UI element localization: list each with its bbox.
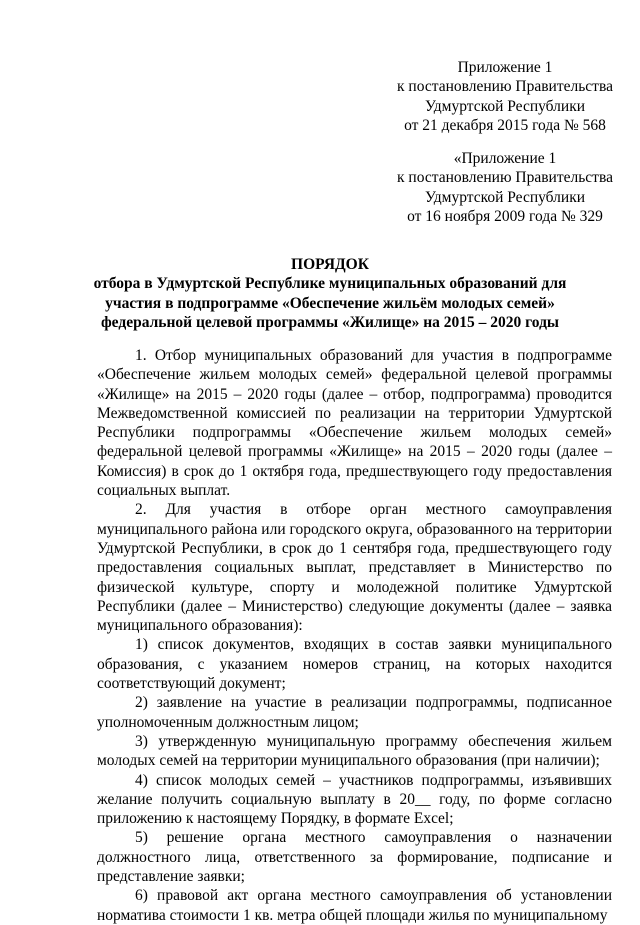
list-item-4: 4) список молодых семей – участников подпрограммы, изъявивших желание получить социальную выплату в 20__ году, по форме согласно приложению к настоящему Порядку, в формате Excel;: [97, 771, 612, 828]
list-item-5: 5) решение органа местного самоуправления о назначении должностного лица, ответственного за формирование, подписание и представление заявки;: [97, 829, 612, 886]
list-item-6: 6) правовой акт органа местного самоуправления об установлении норматива стоимости 1 кв. метра общей площади жилья по муниципальному: [97, 887, 612, 924]
list-item-1: 1) список документов, входящих в состав заявки муниципального образования, с указанием номеров страниц, на которых находится соответствующий документ;: [97, 636, 612, 693]
appendix-line: Приложение 1: [457, 59, 553, 76]
title-line: отбора в Удмуртской Республике муниципальных образований для: [93, 275, 567, 293]
appendix-line: Удмуртской Республики: [424, 188, 586, 206]
document-title: [80, 255, 580, 332]
appendix-reference-previous: [385, 149, 625, 226]
appendix-line: «Приложение 1: [453, 150, 557, 167]
appendix-line: от 21 декабря 2015 года № 568: [404, 116, 606, 134]
appendix-line: от 16 ноября 2009 года № 329: [407, 207, 603, 225]
paragraph-1: 1. Отбор муниципальных образований для участия в подпрограмме «Обеспечение жильем молодых семей» федеральной целевой программы «Жилище» на 2015 – 2020 годы (далее – отбор, подпрограмма) проводится Межведомственной комиссией по реализации на территории Удмуртской Республики подпрограммы «Обеспечение жильем молодых семей» федеральной целевой программы «Жилище» на 2015 – 2020 годы (далее – Комиссия) в срок до 1 октября года, предшествующего году предоставления социальных выплат.: [97, 347, 612, 500]
document-body: [97, 346, 612, 925]
appendix-line: к постановлению Правительства: [397, 169, 613, 187]
appendix-line: к постановлению Правительства: [397, 78, 613, 96]
appendix-reference-current: [385, 58, 625, 135]
appendix-line: Удмуртской Республики: [424, 97, 586, 115]
list-item-2: 2) заявление на участие в реализации подпрограммы, подписанное уполномоченным должностным лицом;: [97, 694, 612, 731]
title-line: федеральной целевой программы «Жилище» на 2015 – 2020 годы: [100, 313, 560, 331]
title-heading: ПОРЯДОК: [291, 256, 369, 273]
list-item-3: 3) утвержденную муниципальную программу обеспечения жильем молодых семей на территории муниципального образования (при наличии);: [97, 732, 612, 770]
paragraph-2: 2. Для участия в отборе орган местного самоуправления муниципального района или городского округа, образованного на территории Удмуртской Республики, в срок до 1 сентября года, предшествующего году предоставления социальных выплат, представляет в Министерство по физической культуре, спорту и молодежной политике Удмуртской Республики (далее – Министерство) следующие документы (далее – заявка муниципального образования):: [97, 501, 612, 635]
title-line: участия в подпрограмме «Обеспечение жильём молодых семей»: [105, 294, 555, 312]
